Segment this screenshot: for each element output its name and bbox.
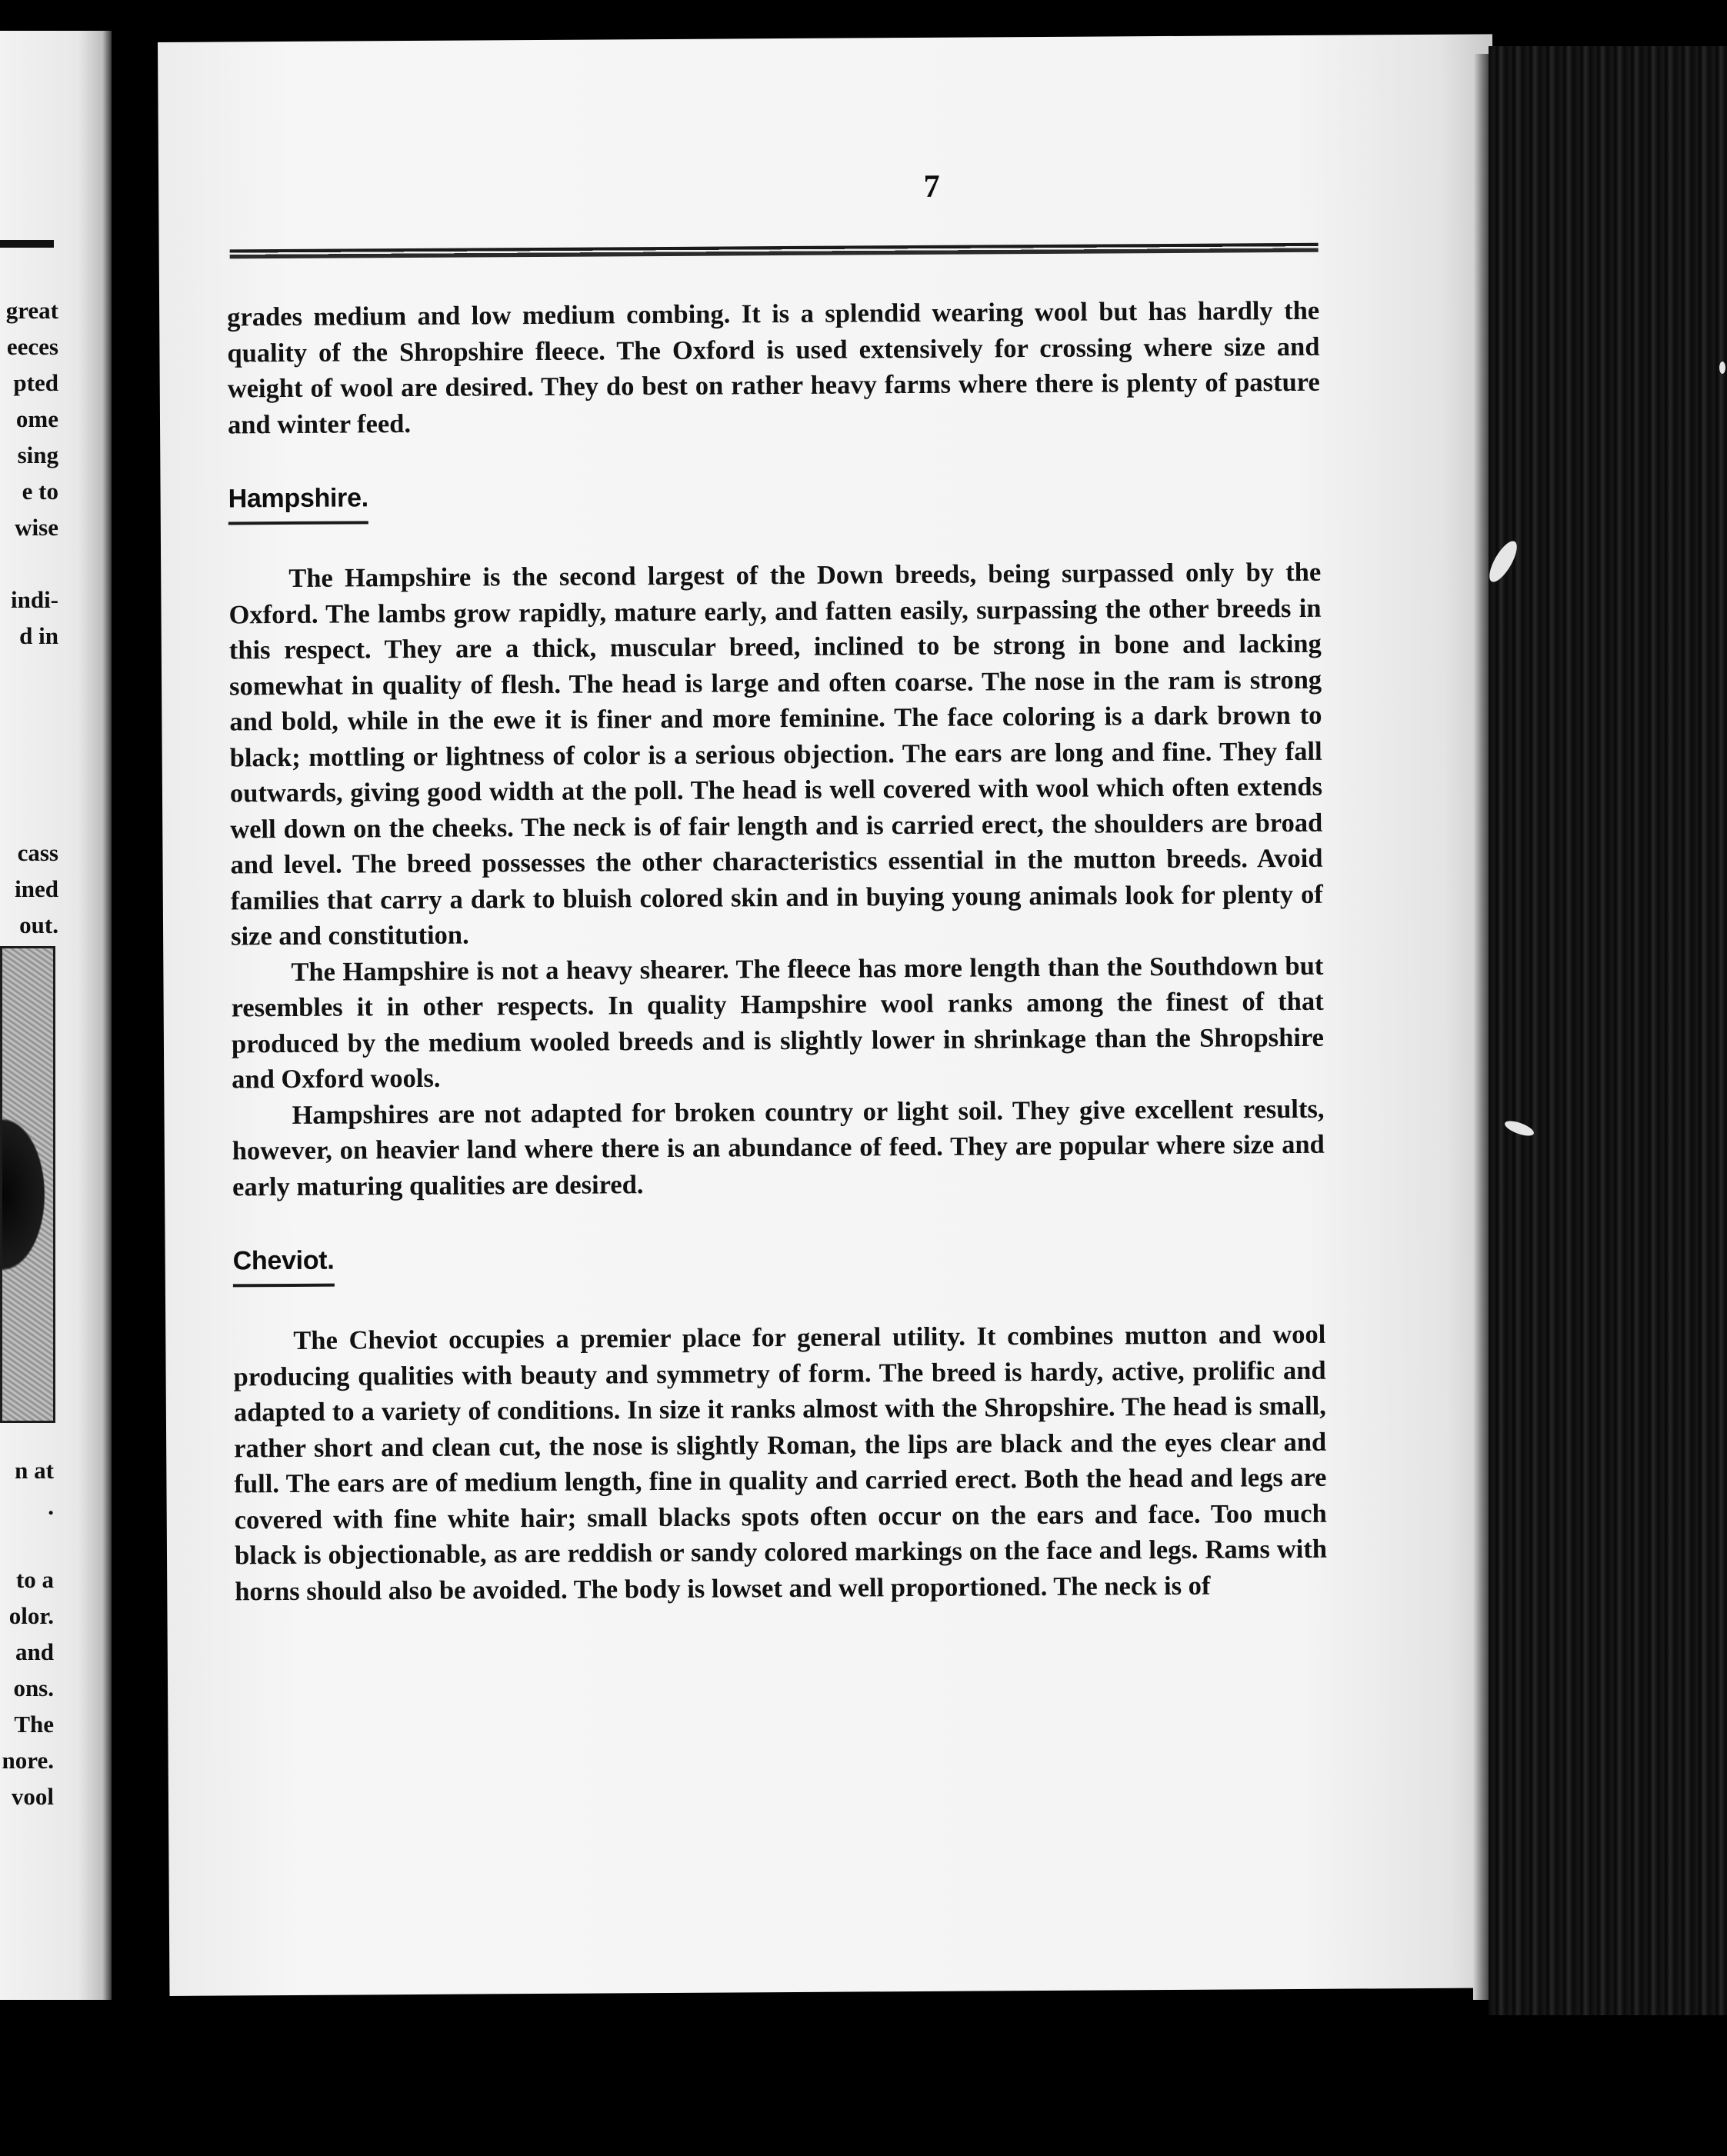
left-page-text-fragments-top xyxy=(0,292,58,943)
left-fragment: out. xyxy=(19,911,58,938)
left-fragment: olor. xyxy=(8,1602,54,1629)
section-heading-cheviot: Cheviot. xyxy=(233,1243,335,1287)
left-fragment: ined xyxy=(15,875,58,902)
hampshire-heading-wrap xyxy=(228,475,1320,531)
left-page-text-fragments-middle xyxy=(0,1452,54,1525)
left-fragment: wise xyxy=(15,514,58,541)
intro-paragraph: grades medium and low medium combing. It is a splendid wearing wool but has hardly the quality of the Shropshire fleece. The Oxford is used extensively for crossing where size and weight of wool are desired. They do best on rather heavy farms where there is plenty of pasture and winter feed. xyxy=(227,295,1320,439)
left-fragment xyxy=(0,798,58,835)
left-page-rule xyxy=(0,240,54,248)
left-fragment: indi- xyxy=(10,586,58,613)
page-number: 7 xyxy=(923,168,940,205)
left-fragment: to a xyxy=(15,1566,54,1593)
hampshire-paragraph-1: The Hampshire is the second largest of the Down breeds, being surpassed only by the Oxford. The lambs grow rapidly, mature early, and fatten easily, surpassing the other breeds in this respect. They are a thick, muscular breed, inclined to be strong in bone and lacking somewhat in quality of flesh. The head is large and often coarse. The nose in the ram is strong and bold, while in the ewe it is finer and more feminine. The face coloring is a dark brown to black; mottling or lightness of color is a serious objection. The ears are long and fine. They fall outwards, giving good width at the poll. The head is well covered with wool which often extends well down on the cheeks. The neck is of fair length and is carried erect, the shoulders are broad and level. The breed possesses the other characteristics essential in the mutton breeds. Avoid families that carry a dark to bluish colored skin and in buying young animals look for plenty of size and constitution. xyxy=(228,557,1323,951)
left-fragment: eeces xyxy=(6,333,58,360)
scan-artifact xyxy=(1503,1118,1535,1139)
left-fragment: pted xyxy=(13,369,58,396)
left-fragment xyxy=(0,762,58,798)
left-page-photograph xyxy=(0,946,55,1423)
left-fragment xyxy=(0,545,58,581)
left-fragment: vool xyxy=(11,1783,54,1810)
left-fragment: ome xyxy=(15,405,58,432)
cheviot-heading-wrap xyxy=(233,1237,1325,1293)
left-fragment: ons. xyxy=(13,1674,54,1701)
left-fragment: sing xyxy=(17,442,58,468)
left-fragment: d in xyxy=(19,622,58,649)
header-rule xyxy=(230,243,1319,259)
left-page-text-fragments-bottom xyxy=(0,1561,54,1814)
left-fragment: cass xyxy=(17,839,58,866)
left-fragment: nore. xyxy=(2,1747,54,1774)
left-fragment: n at xyxy=(15,1457,54,1484)
page-body xyxy=(227,293,1327,1610)
left-fragment xyxy=(0,690,58,726)
left-fragment xyxy=(0,654,58,690)
scan-artifact xyxy=(1484,538,1522,586)
left-fragment: . xyxy=(48,1493,54,1520)
book-binding xyxy=(1489,46,1727,2015)
section-heading-hampshire: Hampshire. xyxy=(228,480,368,525)
left-fragment xyxy=(0,726,58,762)
left-fragment: and xyxy=(15,1638,54,1665)
main-page xyxy=(158,34,1504,1996)
scan-artifact xyxy=(1719,362,1725,374)
left-facing-page xyxy=(0,31,112,2000)
left-fragment: e to xyxy=(22,478,58,505)
hampshire-paragraph-2: The Hampshire is not a heavy shearer. The fleece has more length than the Southdown but resembles it in other respects. In quality Hampshire wool ranks among the finest of that produced by the medium wooled breeds and is slightly lower in shrinkage than the Shropshire and Oxford wools. xyxy=(231,951,1325,1095)
left-fragment: The xyxy=(14,1711,54,1738)
hampshire-paragraph-3: Hampshires are not adapted for broken country or light soil. They give excellent results, however, on heavier land where there is an abundance of feed. They are popular where size and early maturing qualities are desired. xyxy=(232,1094,1325,1201)
cheviot-paragraph-1: The Cheviot occupies a premier place for general utility. It combines mutton and wool producing qualities with beauty and symmetry of form. The breed is hardy, active, prolific and adapted to a variety of conditions. In size it ranks almost with the Shropshire. The head is small, rather short and clean cut, the nose is slightly Roman, the lips are black and the eyes clear and full. The ears are of medium length, fine in quality and carried erect. Both the head and legs are covered with fine white hair; small blacks spots often occur on the ears and face. Too much black is objectionable, as are reddish or sandy colored markings on the face and legs. Rams with horns should also be avoided. The body is lowset and well proportioned. The neck is of xyxy=(233,1319,1328,1606)
left-fragment: great xyxy=(5,297,58,324)
